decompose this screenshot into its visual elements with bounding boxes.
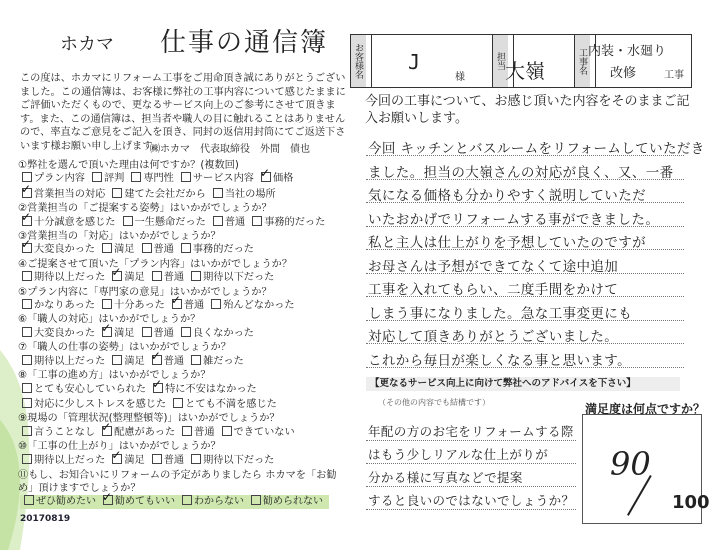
checkbox-label: わからない bbox=[194, 496, 244, 507]
checkbox-label: 評判 bbox=[103, 173, 125, 185]
checkbox-label: 建てた会社だから bbox=[124, 188, 206, 200]
checkbox-icon[interactable] bbox=[222, 426, 232, 436]
checkbox-option[interactable] bbox=[22, 272, 105, 283]
page-title: 仕事の通信簿 bbox=[160, 28, 329, 58]
checkbox-option[interactable] bbox=[152, 455, 184, 466]
checkbox-icon[interactable] bbox=[142, 327, 152, 337]
checkbox-option[interactable] bbox=[142, 328, 174, 339]
question-text: ③営業担当の「対応」はいかがでしょうか？ bbox=[18, 231, 221, 243]
checkbox-icon[interactable] bbox=[182, 495, 192, 505]
checkbox-label: 満足 bbox=[124, 454, 145, 466]
checkbox-label: 対応に少しストレスを感じた bbox=[34, 398, 167, 410]
job-type: 内装・水廻り bbox=[588, 44, 667, 59]
advice-heading: 【更なるサービス向上に向けて弊社へのアドバイスを下さい】 bbox=[366, 377, 680, 391]
question-text: ①弊社を選んで頂いた理由は何ですか？(複数回) bbox=[18, 160, 239, 171]
job-suffix: 工事 bbox=[664, 70, 684, 81]
intro-text: この度は、ホカマにリフォーム工事をご用命頂き誠にありがとうございました。この通信簿は、お客様に弊社の工事内容について感じたままにご評価いただくもので、更なるサービス向上のご参考にさせて頂きます。また、この通信簿は、担当者や職人の目に触れることはありませんので、率直なご意見をご記入を頂き、同封の返信用封筒にてご返送下さいます様お願い申し上げます。 bbox=[20, 73, 346, 152]
checkbox-label: 十分あった bbox=[114, 300, 165, 312]
checkbox-option[interactable] bbox=[92, 173, 124, 184]
checked-box-icon[interactable] bbox=[102, 426, 112, 436]
checkbox-label: 大変良かった bbox=[34, 327, 96, 339]
checkbox-option[interactable] bbox=[172, 300, 204, 311]
options-row bbox=[18, 172, 348, 185]
options-row bbox=[18, 454, 348, 467]
checkbox-label: 事務的だった bbox=[192, 244, 254, 256]
checkbox-label: 勧められない bbox=[263, 496, 323, 507]
checkbox-option[interactable] bbox=[102, 328, 134, 339]
checkbox-option[interactable] bbox=[191, 356, 244, 367]
checkbox-label: プラン内容 bbox=[34, 173, 85, 185]
advice-line: すると良いのではないでしょうか？ bbox=[368, 493, 575, 508]
checkbox-option[interactable] bbox=[181, 328, 254, 339]
checked-box-icon[interactable] bbox=[103, 495, 113, 505]
ruled-line bbox=[366, 486, 576, 487]
checked-box-icon[interactable] bbox=[153, 383, 163, 393]
question bbox=[18, 259, 348, 285]
comment-line: ました。担当の大嶺さんの対応が良く、又、一番 bbox=[368, 164, 674, 181]
checkbox-icon[interactable] bbox=[22, 271, 32, 281]
score-title: 満足度は何点ですか？ bbox=[585, 402, 706, 416]
checked-box-icon[interactable] bbox=[172, 299, 182, 309]
checkbox-icon[interactable] bbox=[191, 355, 201, 365]
checkbox-label: 普通 bbox=[194, 426, 215, 438]
staff-name: 大嶺 bbox=[505, 59, 545, 83]
checkbox-option[interactable] bbox=[103, 496, 175, 507]
checkbox-option[interactable] bbox=[251, 496, 323, 507]
advice-line: 年配の方のお宅をリフォームする際 bbox=[368, 424, 574, 439]
checkbox-label: 配慮があった bbox=[114, 426, 176, 438]
question-text: ⑤プラン内容に「専門家の意見」はいかがでしょうか？ bbox=[18, 286, 272, 298]
checkbox-option[interactable] bbox=[22, 384, 146, 395]
checkbox-icon[interactable] bbox=[152, 271, 162, 281]
checked-box-icon[interactable] bbox=[112, 454, 122, 464]
question-text: ⑧「工事の進め方」はいかがでしょうか？ bbox=[18, 370, 211, 382]
checkbox-label: 勧めてもいい bbox=[115, 496, 175, 507]
checkbox-icon[interactable] bbox=[112, 188, 122, 198]
checkbox-label: 良くなかった bbox=[192, 327, 254, 339]
checkbox-icon[interactable] bbox=[191, 271, 201, 281]
question-text: ⑨現場の「管理状況(整理整頓等)」はいかがでしょうか？ bbox=[18, 413, 280, 425]
checkbox-option[interactable] bbox=[261, 173, 293, 184]
question bbox=[18, 370, 348, 396]
checkbox-icon[interactable] bbox=[182, 426, 192, 436]
job-label: 工事名 bbox=[575, 35, 590, 87]
options-row bbox=[18, 383, 348, 396]
question-text: ⑩「工事の仕上がり」はいかがでしょうか？ bbox=[18, 441, 221, 453]
checkbox-icon[interactable] bbox=[92, 172, 102, 182]
checkbox-option[interactable] bbox=[152, 356, 184, 367]
ruled-line bbox=[366, 440, 576, 441]
comment-line: 私と主人は仕上がりを予想していたのですが bbox=[368, 235, 646, 251]
options-row bbox=[18, 243, 348, 256]
options-row bbox=[18, 398, 348, 411]
checkbox-option[interactable] bbox=[213, 189, 276, 200]
checkbox-icon[interactable] bbox=[213, 216, 223, 226]
checkbox-label: 期待以上だった bbox=[34, 272, 106, 284]
checkbox-label: かなりあった bbox=[34, 300, 96, 312]
question bbox=[18, 231, 348, 257]
checkbox-label: 期待以上だった bbox=[34, 355, 106, 367]
options-row bbox=[18, 327, 348, 340]
checkbox-label: 特に不安はなかった bbox=[165, 383, 257, 395]
questionnaire bbox=[18, 158, 348, 467]
checkbox-icon[interactable] bbox=[112, 355, 122, 365]
question bbox=[18, 342, 348, 368]
checkbox-label: 満足 bbox=[124, 355, 145, 367]
checkbox-option[interactable] bbox=[22, 173, 85, 184]
score-value: 90 bbox=[610, 445, 651, 483]
checkbox-option[interactable] bbox=[182, 496, 244, 507]
checkbox-icon[interactable] bbox=[22, 327, 32, 337]
checkbox-option[interactable] bbox=[112, 455, 144, 466]
checkbox-option[interactable] bbox=[22, 244, 95, 255]
checkbox-option[interactable] bbox=[22, 399, 166, 410]
checkbox-label: 期待以下だった bbox=[203, 454, 275, 466]
options-row bbox=[18, 216, 348, 229]
question bbox=[18, 160, 348, 186]
checkbox-icon[interactable] bbox=[22, 172, 32, 182]
checkbox-option[interactable] bbox=[22, 217, 116, 228]
checkbox-option[interactable] bbox=[123, 217, 206, 228]
checkbox-option[interactable] bbox=[102, 244, 134, 255]
checkbox-option[interactable] bbox=[112, 356, 144, 367]
checkbox-option[interactable] bbox=[211, 300, 294, 311]
checkbox-label: 事務的だった bbox=[264, 216, 326, 228]
company-name: ホカマ bbox=[60, 34, 114, 55]
checkbox-label: 当社の場所 bbox=[224, 188, 276, 200]
comment-prompt: 今回の工事について、お感じ頂いた内容をそのままご記入お願いします。 bbox=[365, 94, 690, 126]
checkbox-option[interactable] bbox=[181, 244, 254, 255]
checkbox-icon[interactable] bbox=[181, 172, 191, 182]
comment-line: お母さんは予想ができてなくて途中追加 bbox=[368, 258, 619, 275]
checkbox-icon[interactable] bbox=[142, 243, 152, 253]
checkbox-label: 殆んどなかった bbox=[223, 300, 295, 312]
options-row bbox=[18, 426, 348, 439]
checkbox-icon[interactable] bbox=[181, 243, 191, 253]
checkbox-icon[interactable] bbox=[102, 243, 112, 253]
checkbox-icon[interactable] bbox=[102, 299, 112, 309]
checkbox-icon[interactable] bbox=[22, 398, 32, 408]
question bbox=[18, 413, 348, 439]
checkbox-label: 普通 bbox=[163, 272, 185, 284]
checked-box-icon[interactable] bbox=[22, 243, 32, 253]
job-detail: 改修 bbox=[610, 66, 637, 81]
checkbox-label: ぜひ勧めたい bbox=[36, 496, 96, 507]
checkbox-option[interactable] bbox=[102, 427, 175, 438]
checkbox-option[interactable] bbox=[173, 399, 277, 410]
checkbox-option[interactable] bbox=[112, 189, 206, 200]
checkbox-label: とても安心していられた bbox=[34, 383, 147, 395]
question bbox=[18, 203, 348, 229]
recommend-options bbox=[20, 495, 329, 509]
checkbox-icon[interactable] bbox=[22, 299, 32, 309]
options-row bbox=[18, 271, 348, 284]
checked-box-icon[interactable] bbox=[22, 216, 32, 226]
checked-box-icon[interactable] bbox=[152, 355, 162, 365]
checkbox-label: 満足 bbox=[124, 272, 145, 284]
ruled-line bbox=[366, 509, 576, 510]
checkbox-label: 普通 bbox=[183, 300, 205, 312]
checkbox-label: サービス内容 bbox=[192, 173, 254, 185]
customer-suffix: 様 bbox=[455, 72, 465, 83]
checkbox-option[interactable] bbox=[22, 427, 95, 438]
date-stamp: 20170819 bbox=[20, 514, 71, 524]
signature: ㈱ホカマ 代表取締役 外間 債也 bbox=[150, 144, 310, 155]
question bbox=[18, 398, 348, 411]
checkbox-label: 普通 bbox=[163, 355, 185, 367]
ruled-line bbox=[366, 463, 576, 464]
comment-line: いたおかげでリフォームする事ができました。 bbox=[368, 211, 660, 228]
checkbox-label: 普通 bbox=[153, 244, 174, 256]
question bbox=[18, 287, 348, 313]
checkbox-icon[interactable] bbox=[131, 172, 141, 182]
checkbox-option[interactable] bbox=[213, 217, 245, 228]
checked-box-icon[interactable] bbox=[22, 188, 32, 198]
checkbox-icon[interactable] bbox=[123, 216, 133, 226]
options-row bbox=[18, 355, 348, 368]
checkbox-option[interactable] bbox=[102, 300, 165, 311]
checkbox-label: 普通 bbox=[163, 454, 185, 466]
checkbox-option[interactable] bbox=[152, 272, 184, 283]
checkbox-label: 雑だった bbox=[203, 355, 244, 367]
checkbox-label: とても不満を感じた bbox=[185, 398, 277, 410]
checkbox-option[interactable] bbox=[24, 496, 96, 507]
options-row bbox=[18, 188, 348, 201]
checkbox-icon[interactable] bbox=[213, 188, 223, 198]
checkbox-icon[interactable] bbox=[22, 383, 32, 393]
staff-label: 担当 bbox=[493, 35, 508, 87]
checkbox-label: 営業担当の対応 bbox=[34, 188, 106, 200]
advice-line: はもう少しリアルな仕上がりが bbox=[368, 447, 549, 462]
checkbox-label: 普通 bbox=[224, 216, 246, 228]
comment-line: 今回 キッチンとバスルームをリフォームしていただき bbox=[368, 141, 705, 157]
checkbox-label: 満足 bbox=[114, 327, 135, 339]
advice-line: 分かる様に写真などで提案 bbox=[368, 470, 523, 485]
question bbox=[18, 441, 348, 467]
comment-line: これから毎日が楽しくなる事と思います。 bbox=[368, 352, 632, 369]
checkbox-option[interactable] bbox=[182, 427, 214, 438]
question-text: ②営業担当の「ご提案する姿勢」はいかがでしょうか？ bbox=[18, 203, 272, 215]
question bbox=[18, 188, 348, 201]
checkbox-label: 普通 bbox=[153, 327, 174, 339]
checkbox-icon[interactable] bbox=[191, 454, 201, 464]
advice-note: （その他の内容でも結構です） bbox=[378, 398, 490, 407]
checkbox-label: できていない bbox=[233, 426, 295, 438]
question bbox=[18, 314, 348, 340]
checkbox-option[interactable] bbox=[131, 173, 174, 184]
checkbox-label: 大変良かった bbox=[34, 244, 96, 256]
checkbox-option[interactable] bbox=[153, 384, 257, 395]
checkbox-label: 言うことなし bbox=[34, 426, 96, 438]
score-max: 100 bbox=[672, 492, 710, 513]
comment-line: しまう事になりました。急な工事変更にも bbox=[368, 305, 633, 322]
checked-box-icon[interactable] bbox=[112, 271, 122, 281]
checkbox-label: 専門性 bbox=[143, 173, 174, 185]
checkbox-option[interactable] bbox=[222, 427, 295, 438]
checkbox-label: 一生懸命だった bbox=[134, 216, 206, 228]
checkbox-option[interactable] bbox=[22, 455, 105, 466]
options-row bbox=[18, 299, 348, 312]
checkbox-icon[interactable] bbox=[252, 216, 262, 226]
customer-label: お客様名 bbox=[351, 35, 366, 87]
question-text: ④ご提案させて頂いた「プラン内容」はいかがでしょうか？ bbox=[18, 258, 293, 270]
checkbox-icon[interactable] bbox=[173, 398, 183, 408]
checkbox-icon[interactable] bbox=[22, 355, 32, 365]
checkbox-option[interactable] bbox=[22, 189, 105, 200]
checkbox-label: 期待以下だった bbox=[203, 272, 275, 284]
customer-name: J bbox=[408, 50, 421, 74]
checkbox-label: 期待以上だった bbox=[34, 454, 106, 466]
checked-box-icon[interactable] bbox=[102, 327, 112, 337]
question-text: ⑥「職人の対応」はいかがでしょうか？ bbox=[18, 314, 201, 326]
checkbox-option[interactable] bbox=[22, 328, 95, 339]
checkbox-icon[interactable] bbox=[24, 495, 34, 505]
checkbox-icon[interactable] bbox=[211, 299, 221, 309]
question-text: ⑦「職人の仕事の姿勢」はいかがでしょうか？ bbox=[18, 342, 231, 354]
checkbox-option[interactable] bbox=[112, 272, 144, 283]
checkbox-icon[interactable] bbox=[22, 454, 32, 464]
checkbox-option[interactable] bbox=[191, 272, 274, 283]
checkbox-option[interactable] bbox=[181, 173, 254, 184]
comment-line: 工事を入れてもらい、二度手間をかけて bbox=[368, 282, 619, 298]
question-recommend: ⑪もし、お知合いにリフォームの予定がありましたら ホカマを「お勧め」頂けますでしょうか？ bbox=[18, 470, 337, 494]
checkbox-label: 満足 bbox=[114, 244, 135, 256]
checkbox-label: 十分誠意を感じた bbox=[34, 216, 116, 228]
checkbox-option[interactable] bbox=[142, 244, 174, 255]
checkbox-icon[interactable] bbox=[152, 454, 162, 464]
checkbox-option[interactable] bbox=[22, 300, 95, 311]
checked-box-icon[interactable] bbox=[261, 172, 271, 182]
comment-line: 気になる価格も分かりやすく説明していただ bbox=[368, 188, 646, 204]
comment-line: 対応して頂きありがとうございました。 bbox=[368, 329, 619, 345]
checkbox-option[interactable] bbox=[191, 455, 274, 466]
checkbox-icon[interactable] bbox=[181, 327, 191, 337]
checkbox-option[interactable] bbox=[22, 356, 105, 367]
checkbox-icon[interactable] bbox=[251, 495, 261, 505]
checkbox-icon[interactable] bbox=[22, 426, 32, 436]
checkbox-label: 価格 bbox=[273, 173, 294, 185]
checkbox-option[interactable] bbox=[252, 217, 325, 228]
